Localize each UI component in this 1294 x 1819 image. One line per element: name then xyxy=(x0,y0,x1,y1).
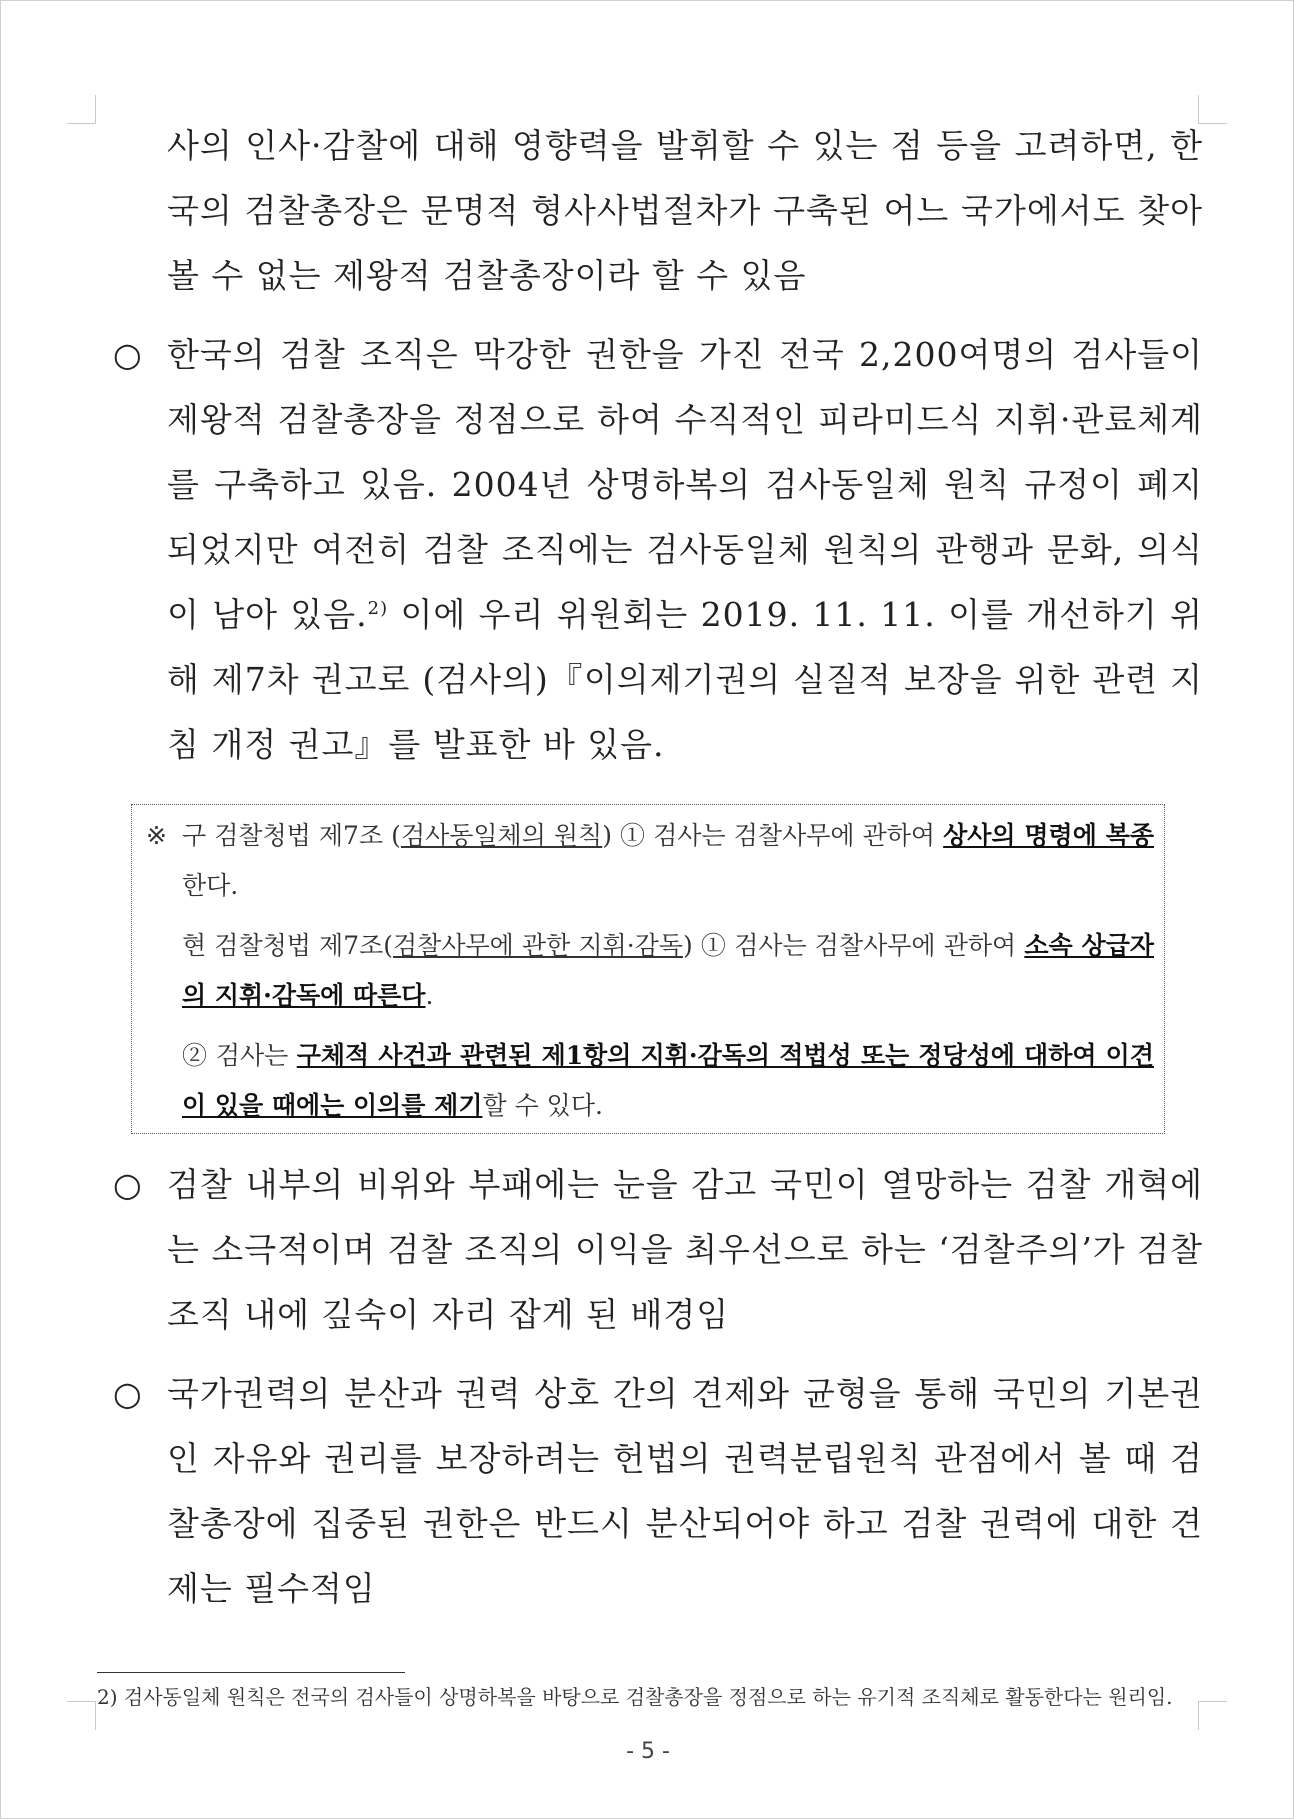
footnote-separator xyxy=(97,1672,405,1673)
old-law-title: 검사동일체의 원칙 xyxy=(400,821,603,850)
reference-mark: ※ xyxy=(146,821,167,850)
bullet-circle: ○ xyxy=(113,335,143,374)
paragraph-prosecutorialism: ○ 검찰 내부의 비위와 부패에는 눈을 감고 국민이 열망하는 검찰 개혁에는 소극적이며 검찰 조직의 이익을 최우선으로 하는 ‘검찰주의’가 검찰 조직 내에 깊숙이 자리 잡게 된 배경임 xyxy=(113,1152,1203,1347)
old-law-emphasis: 상사의 명령에 복종 xyxy=(943,821,1154,850)
body-lower xyxy=(113,1152,1203,1621)
footnote: 2) 검사동일체 원칙은 전국의 검사들이 상명하복을 바탕으로 검찰총장을 정점으로 하는 유기적 조직체로 활동한다는 원리임. xyxy=(97,1685,1173,1709)
paragraph-separation-of-powers: ○ 국가권력의 분산과 권력 상호 간의 견제와 균형을 통해 국민의 기본권인 자유와 권리를 보장하려는 헌법의 권력분립원칙 관점에서 볼 때 검찰총장에 집중된 권한은 반드시 분산되어야 하고 검찰 권력에 대한 견제는 필수적임 xyxy=(113,1361,1203,1621)
page-number: - 5 - xyxy=(626,1739,670,1764)
crop-mark-top-left xyxy=(67,95,96,124)
note-old-law: ※ 구 검찰청법 제7조 (검사동일체의 원칙) ① 검사는 검찰사무에 관하여 상사의 명령에 복종한다. xyxy=(146,811,1154,911)
current-law-title: 검찰사무에 관한 지휘·감독 xyxy=(393,931,683,960)
paragraph-continuation: 사의 인사·감찰에 대해 영향력을 발휘할 수 있는 점 등을 고려하면, 한국의 검찰총장은 문명적 형사사법절차가 구축된 어느 국가에서도 찾아볼 수 없는 제왕적 검찰총장이라 할 수 있음 xyxy=(167,126,1203,295)
clause-2-emphasis: 구체적 사건과 관련된 제1항의 지휘·감독의 적법성 또는 정당성에 대하여 이견이 있을 때에는 이의를 제기 xyxy=(182,1041,1154,1120)
paragraph-prosecution-organization: ○ 한국의 검찰 조직은 막강한 권한을 가진 전국 2,200여명의 검사들이 제왕적 검찰총장을 정점으로 하여 수직적인 피라미드식 지휘·관료체계를 구축하고 있음. 2004년 상명하복의 검사동일체 원칙 규정이 폐지되었지만 여전히 검찰 조직에는 검사동일체 원칙의 관행과 문화, 의식이 남아 있음.$^{2)}$ 이에 우리 위원회는 2019. 11. 11. 이를 개선하기 위해 제7차 권고로 (검사의)『이의제기권의 실질적 보장을 위한 관련 지침 개정 권고』를 발표한 바 있음. xyxy=(113,322,1203,777)
note-current-law: 현 검찰청법 제7조(검찰사무에 관한 지휘·감독) ① 검사는 검찰사무에 관하여 소속 상급자의 지휘·감독에 따른다. xyxy=(182,931,1154,1010)
crop-mark-bottom-left xyxy=(67,1701,96,1730)
current-law-emphasis: 소속 상급자의 지휘·감독에 따른다 xyxy=(182,931,1154,1010)
body-upper xyxy=(113,113,1203,777)
note-current-law-clause-2: ② 검사는 구체적 사건과 관련된 제1항의 지휘·감독의 적법성 또는 정당성에 대하여 이견이 있을 때에는 이의를 제기할 수 있다. xyxy=(182,1041,1154,1120)
law-note-box xyxy=(131,804,1165,1134)
bullet-circle: ○ xyxy=(113,1374,143,1413)
footnote-reference[interactable]: 2) xyxy=(367,598,389,619)
bullet-circle: ○ xyxy=(113,1165,143,1204)
